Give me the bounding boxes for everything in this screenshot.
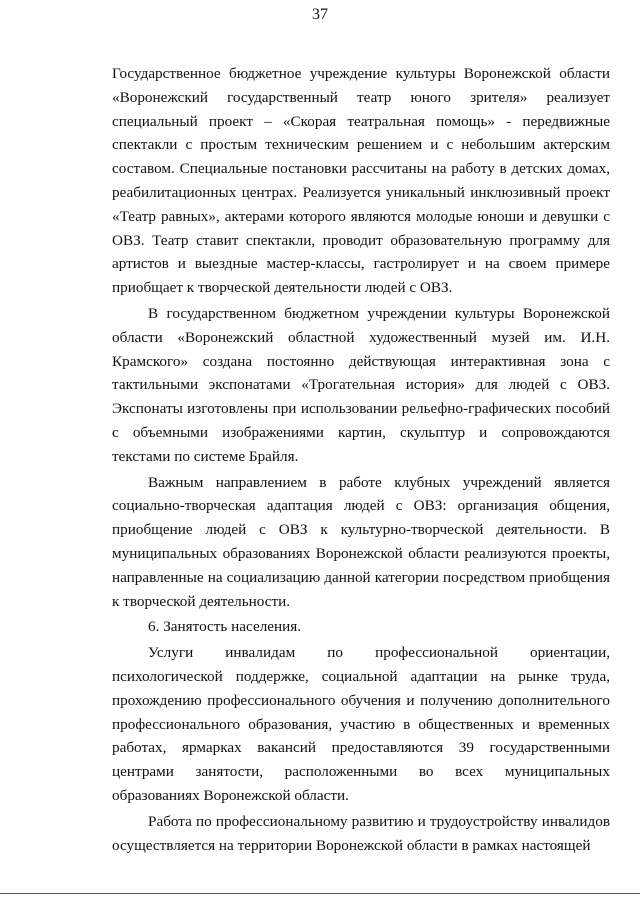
section-heading-employment: 6. Занятость населения. [148, 618, 302, 636]
paragraph-museum: В государственном бюджетном учреждении культуры Воронежской области «Воронежский областной художественный музей им. И.Н. Крамского» создана постоянно действующая интерактивная зона с тактильными экспонатами «Трогательная история» для людей с ОВЗ. Экспонаты изготовлены при использовании рельефно-графических пособий с объемными изображениями картин, скульптур и сопровождаются текстами по системе Брайля. [112, 304, 610, 465]
paragraph-professional-development: Работа по профессиональному развитию и трудоустройству инвалидов осуществляется на территории Воронежской области в рамках настоящей [112, 812, 610, 854]
page-bottom-divider [0, 893, 640, 894]
paragraph-theatre: Государственное бюджетное учреждение культуры Воронежской области «Воронежский государственный театр юного зрителя» реализует специальный проект – «Скорая театральная помощь» - передвижные спектакли с простым техническим решением и с небольшим актерским составом. Специальные постановки рассчитаны на работу в детских домах, реабилитационных центрах. Реализуется уникальный инклюзивный проект «Театр равных», актерами которого являются молодые юноши и девушки с ОВЗ. Театр ставит спектакли, проводит образовательную программу для артистов и выездные мастер-классы, гастролирует и на своем примере приобщает к творческой деятельности людей с ОВЗ. [112, 65, 610, 297]
paragraph-clubs: Важным направлением в работе клубных учреждений является социально-творческая адаптация людей с ОВЗ: организация общения, приобщение людей с ОВЗ к культурно-творческой деятельности. В муниципальных образованиях Воронежской области реализуются проекты, направленные на социализацию данной категории посредством приобщения к творческой деятельности. [112, 473, 610, 610]
document-body [112, 62, 610, 857]
paragraph-employment-services: Услуги инвалидам по профессиональной ориентации, психологической поддержке, социальной адаптации на рынке труда, прохождению профессионального обучения и получению дополнительного профессионального образования, участию в общественных и временных работах, ярмарках вакансий предоставляются 39 государственными центрами занятости, расположенными во всех муниципальных образованиях Воронежской области. [112, 644, 610, 804]
page-number: 37 [312, 6, 328, 23]
